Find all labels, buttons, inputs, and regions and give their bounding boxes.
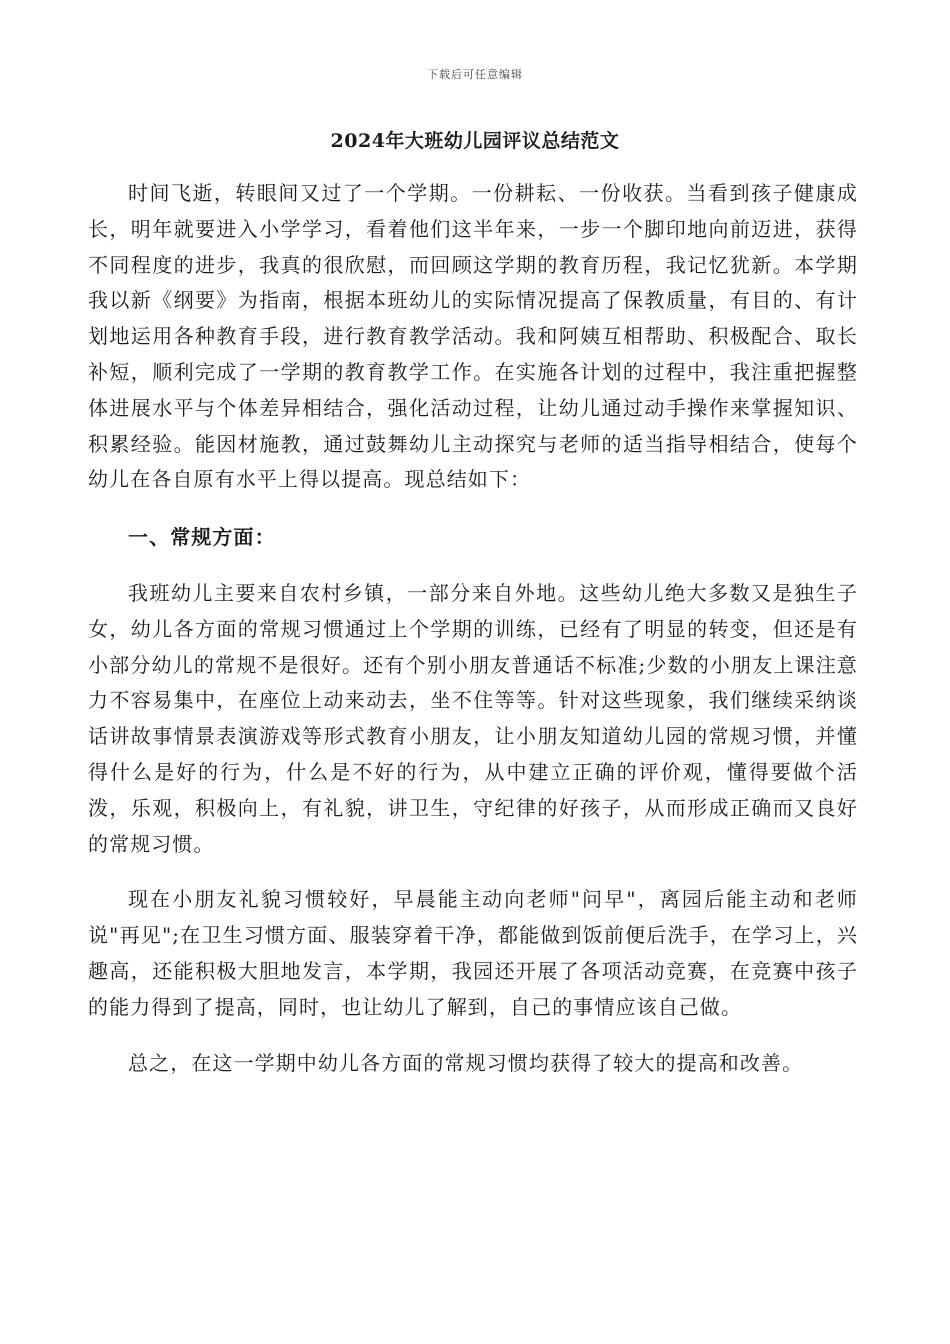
routine-paragraph-3: 总之，在这一学期中幼儿各方面的常规习惯均获得了较大的提高和改善。 [128,1050,804,1075]
intro-paragraph: 时间飞逝，转眼间又过了一个学期。一份耕耘、一份收获。当看到孩子健康成长，明年就要进入小学学习，看着他们这半年来，一步一个脚印地向前迈进，获得不同程度的进步，我真的很欣慰，而回顾这学期的教育历程，我记忆犹新。本学期我以新《纲要》为指南，根据本班幼儿的实际情况提高了保教质量，有目的、有计划地运用各种教育手段，进行教育教学活动。我和阿姨互相帮助、积极配合、取长补短，顺利完成了一学期的教育教学工作。在实施各计划的过程中，我注重把握整体进展水平与个体差异相结合，强化活动过程，让幼儿通过动手操作来掌握知识、积累经验。能因材施教，通过鼓舞幼儿主动探究与老师的适当指导相结合，使每个幼儿在各自原有水平上得以提高。现总结如下： [88,181,858,492]
document-body [88,176,858,1081]
section-heading-routine: 一、常规方面： [128,525,276,550]
routine-paragraph-1: 我班幼儿主要来自农村乡镇，一部分来自外地。这些幼儿绝大多数又是独生子女，幼儿各方面的常规习惯通过上个学期的训练，已经有了明显的转变，但还是有小部分幼儿的常规不是很好。还有个别小朋友普通话不标准;少数的小朋友上课注意力不容易集中，在座位上动来动去，坐不住等等。针对这些现象，我们继续采纳谈话讲故事情景表演游戏等形式教育小朋友，让小朋友知道幼儿园的常规习惯，并懂得什么是好的行为，什么是不好的行为，从中建立正确的评价观，懂得要做个活泼，乐观，积极向上，有礼貌，讲卫生，守纪律的好孩子，从而形成正确而又良好的常规习惯。 [88,580,858,856]
document-title: 2024年大班幼儿园评议总结范文 [330,130,620,152]
page-header-note: 下载后可任意编辑 [427,68,523,81]
routine-paragraph-2: 现在小朋友礼貌习惯较好，早晨能主动向老师"问早"，离园后能主动和老师说"再见";在卫生习惯方面、服装穿着干净，都能做到饭前便后洗手，在学习上，兴趣高，还能积极大胆地发言，本学期，我园还开展了各项活动竞赛，在竞赛中孩子的能力得到了提高，同时，也让幼儿了解到，自己的事情应该自己做。 [88,887,858,1019]
